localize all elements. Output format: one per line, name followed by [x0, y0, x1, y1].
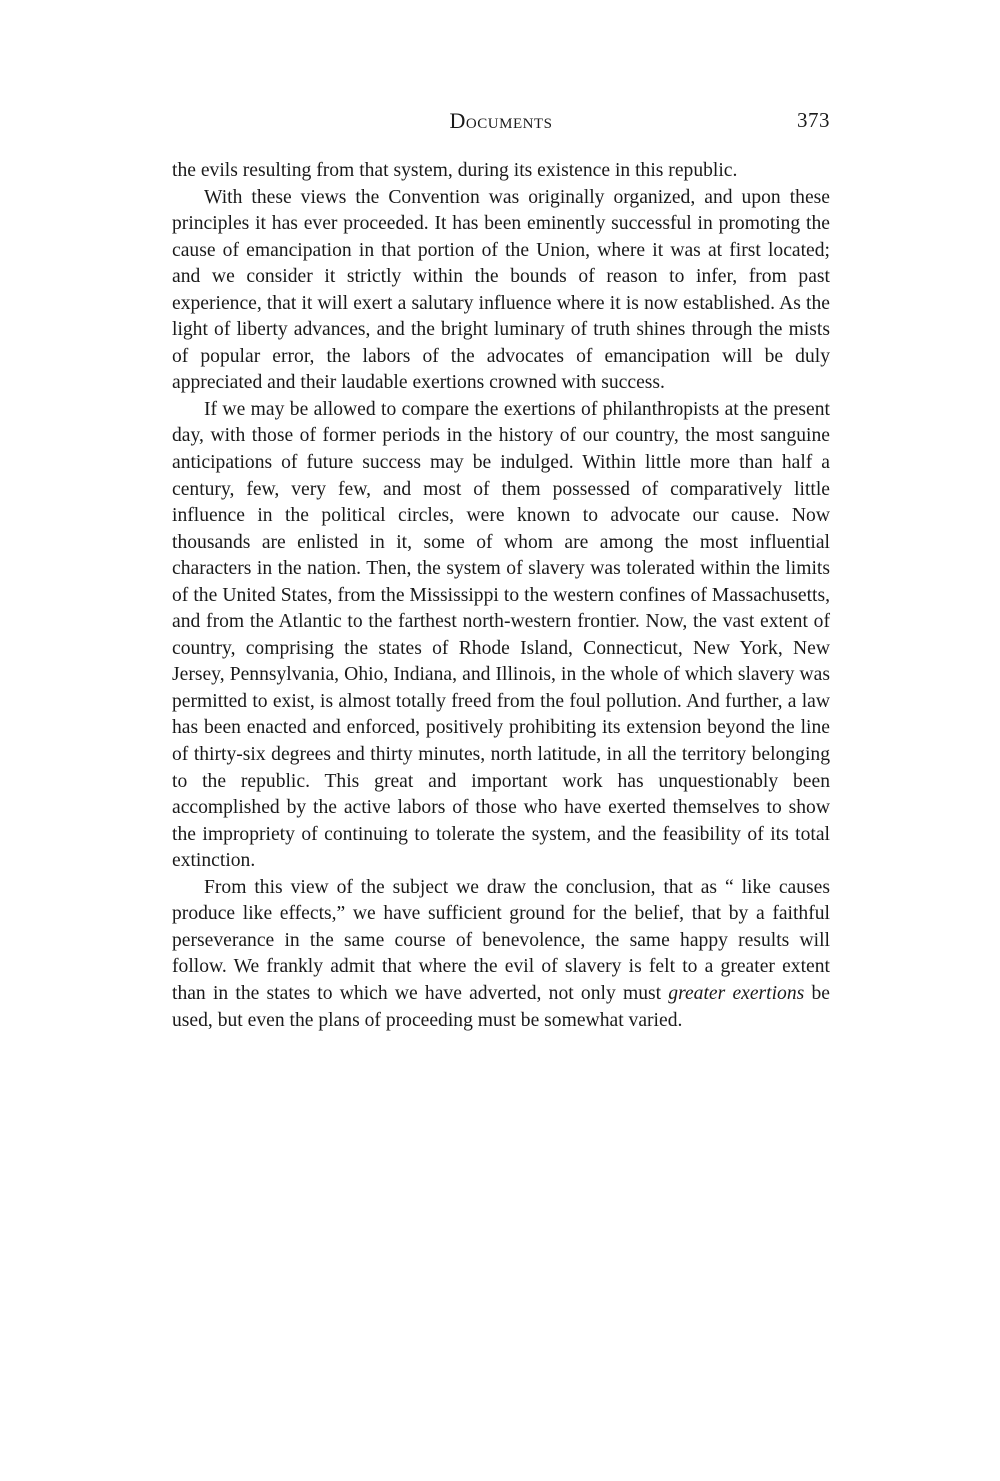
body-text: [172, 158, 830, 1034]
paragraph-2: With these views the Convention was originally organized, and upon these principles it has ever proceeded. It has been eminently successful in promoting the cause of emancipation in that portion of the Union, where it was at first located; and we consider it strictly within the bounds of reason to infer, from past experience, that it will exert a salutary influence where it is now established. As the light of liberty advances, and the bright luminary of truth shines through the mists of popular error, the labors of the advocates of emancipation will be duly appreciated and their laudable exertions crowned with success.: [172, 186, 830, 394]
page-title: Documents: [449, 108, 553, 133]
paragraph-1: the evils resulting from that system, during its existence in this republic.: [172, 160, 738, 181]
paragraph-4: [172, 875, 830, 1034]
running-head: [172, 108, 830, 142]
paragraph-4-emphasis: greater exertions: [668, 982, 805, 1004]
paragraph-4-text-before: From this view of the subject we draw the conclusion, that as “ like causes produce like effects,” we have sufficient ground for the belief, that by a faithful perseverance in the same course of benevolence, the same happy results will follow. We frankly admit that where the evil of slavery is felt to a greater extent than in the states to which we have adverted, not only must: [172, 876, 830, 1004]
paragraph-3: If we may be allowed to compare the exertions of philanthropists at the present day, with those of former periods in the history of our country, the most sanguine anticipations of future success may be indulged. Within little more than half a century, few, very few, and most of them possessed of comparatively little influence in the political circles, were known to advocate our cause. Now thousands are enlisted in it, some of whom are among the most influential characters in the nation. Then, the system of slavery was tolerated within the limits of the United States, from the Mississippi to the western confines of Massachusetts, and from the Atlantic to the farthest north-western frontier. Now, the vast extent of country, comprising the states of Rhode Island, Connecticut, New York, New Jersey, Pennsylvania, Ohio, Indiana, and Illinois, in the whole of which slavery was permitted to exist, is almost totally freed from the foul pollution. And further, a law has been enacted and enforced, positively prohibiting its extension beyond the line of thirty-six degrees and thirty minutes, north latitude, in all the territory belonging to the republic. This great and important work has unquestionably been accomplished by the active labors of those who have exerted themselves to show the impropriety of continuing to tolerate the system, and the feasibility of its total extinction.: [172, 398, 830, 872]
paragraph-4-text-after: be used, but even the plans of proceeding must be somewhat varied.: [172, 982, 830, 1031]
page-number: 373: [797, 108, 830, 132]
document-page: [172, 108, 830, 1034]
